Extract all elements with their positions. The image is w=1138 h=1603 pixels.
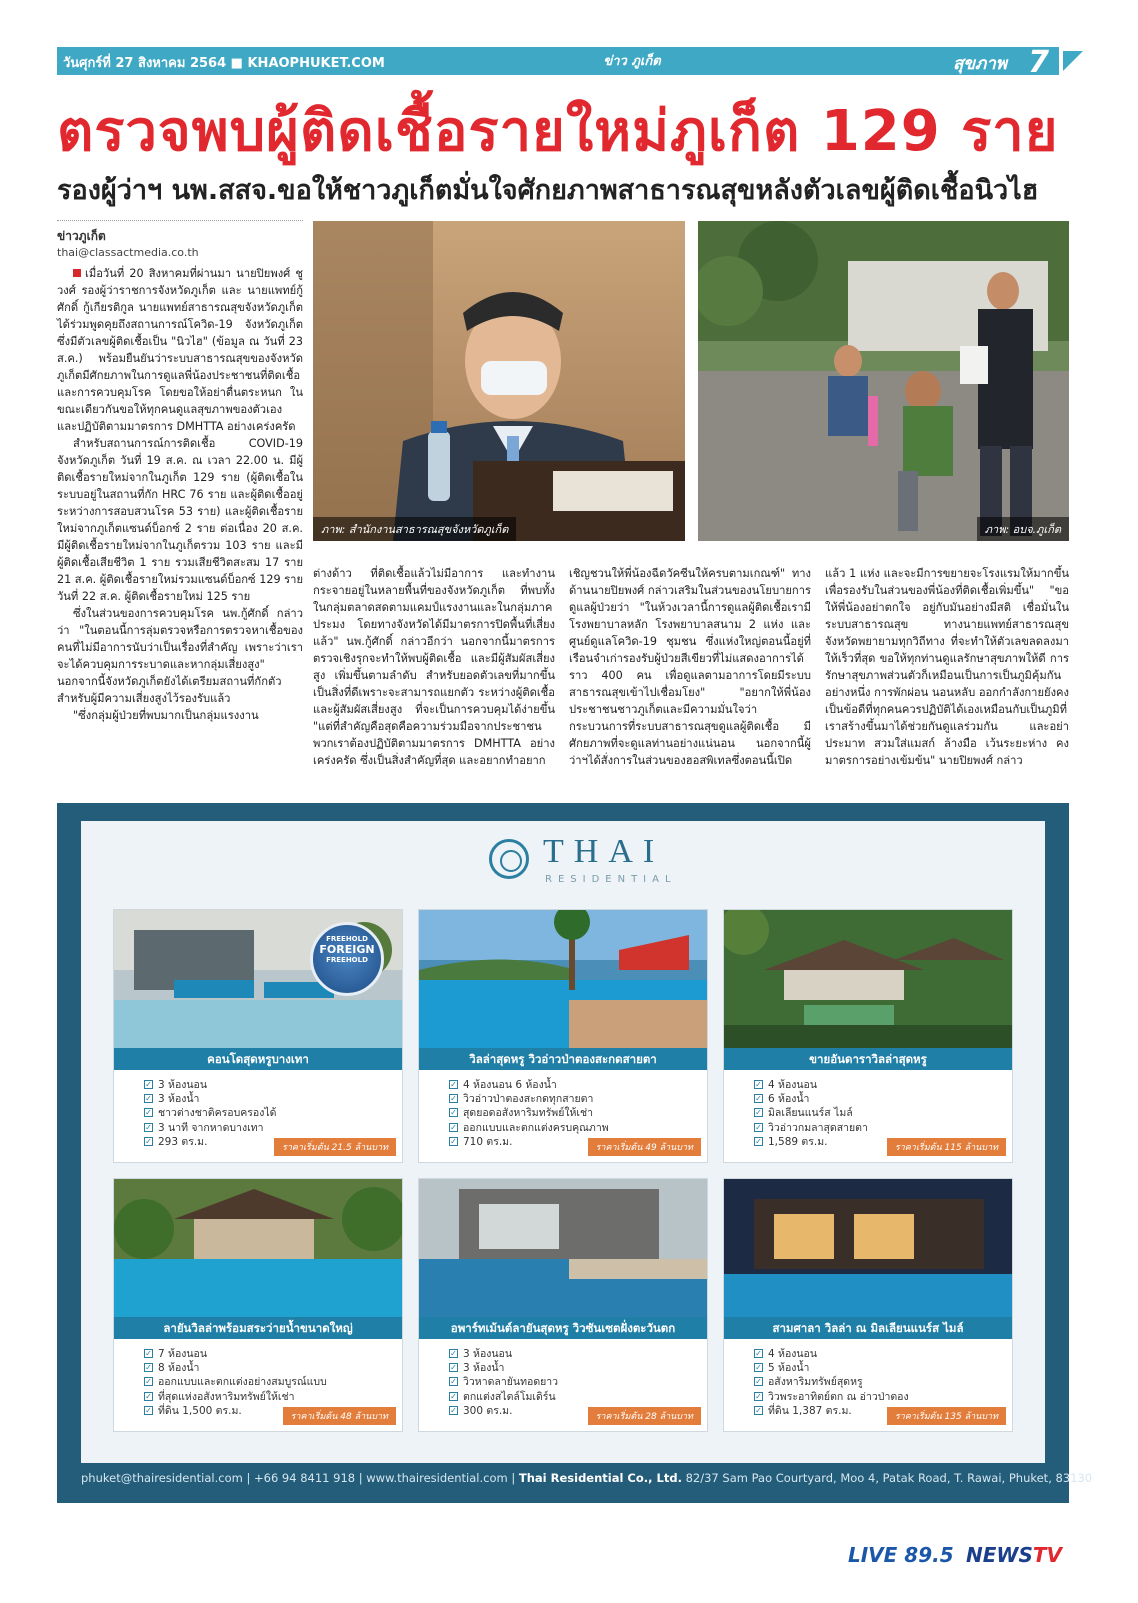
checkbox-icon: ✓ bbox=[755, 1108, 762, 1118]
listing-image bbox=[419, 1179, 707, 1317]
checkbox-icon: ✓ bbox=[755, 1363, 762, 1373]
checkbox-icon: ✓ bbox=[450, 1391, 457, 1401]
listing-features bbox=[449, 1347, 558, 1418]
checkbox-icon: ✓ bbox=[450, 1349, 457, 1358]
checkbox-icon: ✓ bbox=[450, 1108, 457, 1118]
section-name: สุขภาพ bbox=[953, 54, 1007, 74]
listing-price: ราคาเริ่มต้น 135 ล้านบาท bbox=[887, 1407, 1006, 1425]
listing-feature: ✓ 3 ห้องนอน bbox=[450, 1348, 513, 1360]
article-paragraph: แล้ว 1 แห่ง และจะมีการขยายจะโรงแรมให้มากขึ้นเพื่อรองรับในส่วนของพี่น้องที่ติดเชื้อเพิ่มขึ้น" "ขอให้พี่น้องอย่าตกใจ อยู่กับมันอย่างมีสติ เชื่อมั่นในระบบสาธารณสุข ทางนายแพทย์สาธารณสุขจังหวัดพยายามทุกวิถีทาง ที่จะทำให้ตัวเลขลดลงมาให้เร็วที่สุด ขอให้ทุกท่านดูแลรักษาสุขภาพให้ดี การรักษาสุขภาพส่วนตัวก็เหมือนเป็นการเป็นภูมิคุ้มกันอย่างหนึ่ง การพักผ่อน นอนหลับ ออกกำลังกายยังคงเป็นข้อดีที่ทุกคนควรปฏิบัติได้เองเหมือนกับเป็นภูมิที่เราสร้างขึ้นมาได้ช่วยกันดูแลร่วมกัน และอย่าประมาท สวมใส่แมสก์ ล้างมือ เว้นระยะห่าง คงมาตรการอย่างเข้มข้น" นายปิยพงศ์ กล่าว bbox=[825, 567, 1069, 767]
listing-feature: ✓ อสังหาริมทรัพย์สุดหรู bbox=[755, 1376, 863, 1389]
listing-card[interactable] bbox=[418, 909, 708, 1163]
article-column-1 bbox=[57, 265, 303, 724]
official-photo-image bbox=[313, 221, 685, 541]
andara-villa-photo bbox=[724, 910, 1012, 1048]
ad-company: Thai Residential Co., Ltd. bbox=[518, 1471, 682, 1485]
checkbox-icon: ✓ bbox=[755, 1094, 762, 1104]
article-column-3 bbox=[569, 565, 811, 769]
checkbox-icon: ✓ bbox=[145, 1405, 152, 1415]
foreign-freehold-badge: FREEHOLD FOREIGN FREEHOLD bbox=[310, 922, 384, 996]
checkbox-icon: ✓ bbox=[755, 1080, 762, 1089]
listing-feature: ✓ ออกแบบและตกแต่งอย่างสมบูรณ์แบบ bbox=[145, 1376, 327, 1389]
listing-features bbox=[449, 1078, 609, 1149]
ad-logo-word: THAI bbox=[543, 833, 665, 870]
ad-contact: phuket@thairesidential.com | +66 94 8411 918 | www.thairesidential.com | bbox=[81, 1471, 519, 1485]
subheadline: รองผู้ว่าฯ นพ.สสจ.ขอให้ชาวภูเก็ตมั่นใจศักยภาพสาธารณสุขหลังตัวเลขผู้ติดเชื้อนิวไฮ bbox=[57, 175, 1039, 206]
listing-feature: ✓ สุดยอดอสังหาริมทรัพย์ให้เช่า bbox=[450, 1107, 594, 1120]
listing-image bbox=[114, 910, 402, 1048]
article-column-2 bbox=[313, 565, 555, 769]
live-radio-logo: LIVE 89.5 bbox=[848, 1543, 954, 1567]
listing-image bbox=[419, 910, 707, 1048]
layan-villa-photo bbox=[114, 1179, 402, 1317]
checkbox-icon: ✓ bbox=[145, 1391, 152, 1401]
listing-feature: ✓ 4 ห้องนอน bbox=[755, 1079, 818, 1091]
photo-health-worker bbox=[698, 221, 1069, 541]
listing-feature: ✓ 6 ห้องน้ำ bbox=[755, 1093, 810, 1106]
listing-feature: ✓ ที่ดิน 1,387 ตร.ม. bbox=[755, 1404, 852, 1417]
listing-title: ขายอันดาราวิลล่าสุดหรู bbox=[724, 1048, 1012, 1070]
listing-feature: ✓ 4 ห้องนอน bbox=[755, 1348, 818, 1360]
checkbox-icon: ✓ bbox=[755, 1136, 762, 1146]
listing-feature: ✓ มิลเลียนแนร์ส ไมล์ bbox=[755, 1107, 853, 1120]
checkbox-icon: ✓ bbox=[145, 1136, 152, 1146]
checkbox-icon: ✓ bbox=[145, 1363, 152, 1373]
header-bar bbox=[57, 45, 1087, 80]
brand-logo: ข่าว ภูเก็ต bbox=[603, 54, 661, 69]
listing-feature: ✓ วิวพระอาทิตย์ตก ณ อ่าวป่าตอง bbox=[755, 1390, 909, 1403]
byline bbox=[57, 220, 303, 259]
listing-title: ลายันวิลล่าพร้อมสระว่ายน้ำขนาดใหญ่ bbox=[114, 1317, 402, 1339]
listing-price: ราคาเริ่มต้น 48 ล้านบาท bbox=[283, 1407, 396, 1425]
byline-email: thai@classactmedia.co.th bbox=[57, 246, 199, 259]
photo-caption-left: ภาพ: สำนักงานสาธารณสุขจังหวัดภูเก็ต bbox=[313, 517, 516, 541]
samsara-villa-photo bbox=[724, 1179, 1012, 1317]
headline: ตรวจพบผู้ติดเชื้อรายใหม่ภูเก็ต 129 ราย bbox=[57, 99, 1059, 164]
listing-price: ราคาเริ่มต้น 28 ล้านบาท bbox=[588, 1407, 701, 1425]
listing-title: วิลล่าสุดหรู วิวอ่าวป่าตองสะกดสายตา bbox=[419, 1048, 707, 1070]
article-paragraph: ซึ่งในส่วนของการควบคุมโรค นพ.กู้ศักดิ์ กล่าวว่า "ในตอนนี้การลุ่มตรวจหรือการตรวจหาเชื้อของคนที่ไม่มีอาการนับว่าเป็นเรื่องที่สำคัญ เพราะว่าเราจะได้ควบคุมการระบาดและหากลุ่มเสี่ยงสูง" นอกจากนี้จังหวัดภูเก็ตยังได้เตรียมสถานที่กักตัวสำหรับผู้มีความเสี่ยงสูงไว้รองรับแล้ว bbox=[57, 607, 303, 705]
article-paragraph: เมื่อวันที่ 20 สิงหาคมที่ผ่านมา นายปิยพงศ์ ชูวงศ์ รองผู้ว่าราชการจังหวัดภูเก็ต และ นายแพทย์กู้ศักดิ์ กู้เกียรติกูล นายแพทย์สาธารณสุขจังหวัดภูเก็ต ได้ร่วมพูดคุยถึงสถานการณ์โควิด-19 จังหวัดภูเก็ต ซึ่งมีตัวเลขผู้ติดเชื้อเป็น "นิวไฮ" (ข้อมูล ณ วันที่ 23 ส.ค.) พร้อมยืนยันว่าระบบสาธารณสุขของจังหวัดภูเก็ตมีศักยภาพในการดูแลพี่น้องประชาชนที่ติดเชื้อและการควบคุมโรค โดยขอให้อย่าตื่นตระหนก ในขณะเดียวกันขอให้ทุกคนดูแลสุขภาพของตัวเอง และปฏิบัติตามมาตรการ DMHTTA อย่างเคร่งครัด bbox=[57, 267, 303, 433]
listing-title: อพาร์ทเม้นต์ลายันสุดหรู วิวซันเซตฝั่งตะวันตก bbox=[419, 1317, 707, 1339]
listing-image bbox=[724, 910, 1012, 1048]
checkbox-icon: ✓ bbox=[450, 1136, 457, 1146]
listing-feature: ✓ 710 ตร.ม. bbox=[450, 1135, 513, 1148]
listing-feature: ✓ ตกแต่งสไตล์โมเดิร์น bbox=[450, 1390, 556, 1403]
page-number: 7 bbox=[1028, 45, 1049, 80]
photo-official bbox=[313, 221, 685, 541]
ad-logo-sub: RESIDENTIAL bbox=[545, 874, 677, 885]
checkbox-icon: ✓ bbox=[450, 1094, 457, 1104]
listing-feature: ✓ 7 ห้องนอน bbox=[145, 1348, 208, 1360]
listing-card[interactable] bbox=[723, 909, 1013, 1163]
checkbox-icon: ✓ bbox=[145, 1377, 152, 1387]
thai-residential-logo-icon bbox=[489, 839, 529, 879]
listing-card[interactable] bbox=[113, 909, 403, 1163]
listing-title: สามศาลา วิลล่า ณ มิลเลียนแนร์ส ไมล์ bbox=[724, 1317, 1012, 1339]
listing-features bbox=[144, 1078, 276, 1149]
listing-feature: ✓ ชาวต่างชาติครอบครองได้ bbox=[145, 1107, 277, 1120]
layan-apartment-photo bbox=[419, 1179, 707, 1317]
listing-card[interactable] bbox=[418, 1178, 708, 1432]
listing-card[interactable] bbox=[723, 1178, 1013, 1432]
listing-feature: ✓ วิวอ่าวกมลาสุดสายตา bbox=[755, 1121, 868, 1134]
bottom-logos bbox=[848, 1541, 1070, 1569]
thai-residential-ad bbox=[57, 803, 1093, 1503]
article-column-4 bbox=[825, 565, 1069, 769]
listing-feature: ✓ 3 ห้องนอน bbox=[145, 1079, 208, 1091]
listing-feature: ✓ วิวหาดลายันทอดยาว bbox=[450, 1376, 559, 1389]
article-paragraph: "ซึ่งกลุ่มผู้ป่วยที่พบมากเป็นกลุ่มแรงงาน bbox=[73, 709, 259, 722]
checkbox-icon: ✓ bbox=[450, 1377, 457, 1387]
listing-title: คอนโดสุดหรูบางเทา bbox=[114, 1048, 402, 1070]
listing-feature: ✓ 3 ห้องน้ำ bbox=[450, 1362, 505, 1375]
ad-panel bbox=[81, 821, 1045, 1463]
checkbox-icon: ✓ bbox=[450, 1363, 457, 1373]
listing-price: ราคาเริ่มต้น 21.5 ล้านบาท bbox=[274, 1138, 396, 1156]
listing-price: ราคาเริ่มต้น 115 ล้านบาท bbox=[887, 1138, 1006, 1156]
listing-feature: ✓ 4 ห้องนอน 6 ห้องน้ำ bbox=[450, 1079, 557, 1091]
ad-logo bbox=[81, 821, 1045, 891]
listing-image bbox=[114, 1179, 402, 1317]
listing-price: ราคาเริ่มต้น 49 ล้านบาท bbox=[588, 1138, 701, 1156]
ad-address: 82/37 Sam Pao Courtyard, Moo 4, Patak Road, T. Rawai, Phuket, 83130 bbox=[681, 1471, 1093, 1485]
article-paragraph: เชิญชวนให้พี่น้องฉีดวัคซีนให้ครบตามเกณฑ์" ทางด้านนายปิยพงศ์ กล่าวเสริมในส่วนของนโยบายการดูแลผู้ป่วยว่า "ในห้วงเวลานี้การดูแลผู้ติดเชื้อเรามีโรงพยาบาลหลัก โรงพยาบาลสนาม 2 แห่ง และศูนย์ดูแลโควิด-19 ชุมชน ซึ่งแห่งใหญ่ตอนนี้อยู่ที่เรือนจำเก่ารองรับผู้ป่วยสีเขียวที่ไม่แสดงอาการได้ราว 400 คน เพื่อดูแลตามอาการโดยมีระบบสาธารณสุขเข้าไปเชื่อมโยง" "อยากให้พี่น้องประชาชนชาวภูเก็ตและมีความมั่นใจว่า กระบวนการที่ระบบสาธารณสุขดูแลผู้ติดเชื้อ มีศักยภาพที่จะดูแลท่านอย่างแน่นอน นอกจากนี้ผู้ว่าฯได้สั่งการในส่วนของฮอสพิเทลซึ่งตอนนี้เปิด bbox=[569, 567, 811, 767]
listing-card[interactable] bbox=[113, 1178, 403, 1432]
villa-seaview-photo bbox=[419, 910, 707, 1048]
listing-features bbox=[754, 1347, 909, 1418]
checkbox-icon: ✓ bbox=[145, 1349, 152, 1358]
bullet-square-icon bbox=[73, 269, 81, 277]
ad-footer bbox=[81, 1471, 1093, 1485]
checkbox-icon: ✓ bbox=[755, 1349, 762, 1358]
listing-feature: ✓ 3 นาที จากหาดบางเทา bbox=[145, 1121, 264, 1134]
news-tv-logo: NEWSTV bbox=[966, 1543, 1062, 1567]
listing-feature: ✓ 5 ห้องน้ำ bbox=[755, 1362, 810, 1375]
checkbox-icon: ✓ bbox=[755, 1377, 762, 1387]
listing-feature: ✓ 293 ตร.ม. bbox=[145, 1135, 208, 1148]
listing-feature: ✓ 3 ห้องน้ำ bbox=[145, 1093, 200, 1106]
checkbox-icon: ✓ bbox=[145, 1108, 152, 1118]
byline-author: ข่าวภูเก็ต bbox=[57, 229, 106, 243]
listing-features bbox=[754, 1078, 868, 1149]
checkbox-icon: ✓ bbox=[145, 1094, 152, 1104]
checkbox-icon: ✓ bbox=[145, 1080, 152, 1089]
listing-image bbox=[724, 1179, 1012, 1317]
site-name: KHAOPHUKET.COM bbox=[247, 56, 385, 71]
listing-feature: ✓ 300 ตร.ม. bbox=[450, 1404, 513, 1417]
checkbox-icon: ✓ bbox=[450, 1405, 457, 1415]
checkbox-icon: ✓ bbox=[755, 1122, 762, 1132]
listing-feature: ✓ วิวอ่าวป่าตองสะกดทุกสายตา bbox=[450, 1093, 594, 1106]
listing-feature: ✓ 1,589 ตร.ม. bbox=[755, 1135, 828, 1148]
checkbox-icon: ✓ bbox=[755, 1405, 762, 1415]
health-worker-photo-image bbox=[698, 221, 1069, 541]
listing-feature: ✓ ที่สุดแห่งอสังหาริมทรัพย์ให้เช่า bbox=[145, 1390, 295, 1403]
corner-mark-icon bbox=[1059, 47, 1087, 75]
photo-caption-right: ภาพ: อบจ.ภูเก็ต bbox=[977, 517, 1069, 541]
issue-date: วันศุกร์ที่ 27 สิงหาคม 2564 ■ KHAOPHUKET.COM bbox=[63, 56, 385, 71]
listing-feature: ✓ ที่ดิน 1,500 ตร.ม. bbox=[145, 1404, 242, 1417]
checkbox-icon: ✓ bbox=[450, 1122, 457, 1132]
article-paragraph: ต่างด้าว ที่ติดเชื้อแล้วไม่มีอาการ และทำงานกระจายอยู่ในหลายพื้นที่ของจังหวัดภูเก็ต ที่พบทั้งในกลุ่มตลาดสดตามแคมป์แรงงานและในกลุ่มภาคประมง โดยทางจังหวัดได้มีมาตรการปิดพื้นที่เสี่ยงแล้ว" นพ.กู้ศักดิ์ กล่าวอีกว่า นอกจากนี้มาตรการตรวจเชิงรุกจะทำให้พบผู้ติดเชื้อ และมีผู้สัมผัสเสี่ยงสูง เพิ่มขึ้นตามลำดับ สำหรับยอดตัวเลขที่มากขึ้นเป็นสิ่งที่ดีเพราะจะสามารถแยกตัว ระหว่างผู้ติดเชื้อและผู้สัมผัสเสี่ยงสูง ที่จะเป็นการควบคุมได้ง่ายขึ้น "แต่ที่สำคัญคือสุดคือความร่วมมือจากประชาชนพวกเราต้องปฏิบัติตามมาตรการ DMHTTA อย่างเคร่งครัด ซึ่งเป็นสิ่งสำคัญที่สุด และอยากทำอยาก bbox=[313, 567, 555, 767]
article-paragraph: สำหรับสถานการณ์การติดเชื้อ COVID-19 จังหวัดภูเก็ต วันที่ 19 ส.ค. ณ เวลา 22.00 น. มีผู้ติดเชื้อรายใหม่จากในภูเก็ต 129 ราย (ผู้ติดเชื้อในระบบอยู่ในสถานที่กัก HRC 76 ราย และผู้ติดเชื้ออยู่ระหว่างการสอบสวนโรค 53 ราย) และผู้ติดเชื้อรายใหม่จากภูเก็ตแซนด์บ็อกซ์ 2 ราย ต่อเนื่อง 20 ส.ค. มีผู้ติดเชื้อรายใหม่จากในภูเก็ตรวม 103 ราย และมีผู้ติดเชื้อเสียชีวิต 1 ราย รวมเสียชีวิตสะสม 17 ราย 21 ส.ค. ผู้ติดเชื้อรายใหม่รวมแซนด์บ็อกซ์ 129 ราย วันที่ 22 ส.ค. ผู้ติดเชื้อรายใหม่ 125 ราย bbox=[57, 437, 303, 603]
checkbox-icon: ✓ bbox=[755, 1391, 762, 1401]
listing-feature: ✓ 8 ห้องน้ำ bbox=[145, 1362, 200, 1375]
listing-feature: ✓ ออกแบบและตกแต่งครบคุณภาพ bbox=[450, 1121, 609, 1134]
checkbox-icon: ✓ bbox=[145, 1122, 152, 1132]
checkbox-icon: ✓ bbox=[450, 1080, 457, 1089]
